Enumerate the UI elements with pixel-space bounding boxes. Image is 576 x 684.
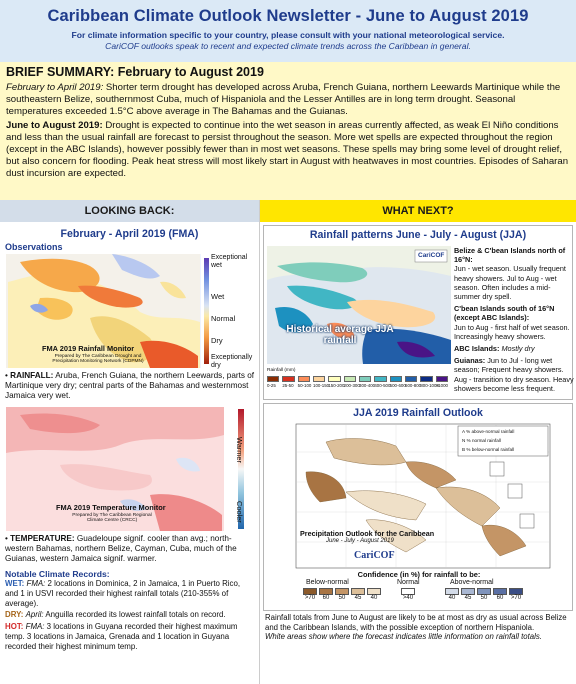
above-normal-color xyxy=(509,588,523,595)
rainfall-scale-swatch xyxy=(405,376,420,394)
record-dry-key: DRY: xyxy=(5,610,24,620)
rainfall-pattern-notes xyxy=(454,246,575,393)
what-next-heading: WHAT NEXT? xyxy=(260,200,576,222)
rain-monitor-caption: FMA 2019 Rainfall Monitor xyxy=(42,344,135,353)
newsletter-header xyxy=(0,0,576,62)
below-normal-color xyxy=(319,588,333,595)
summary-paragraph-future xyxy=(6,120,570,180)
rainfall-scale xyxy=(267,367,451,395)
rainfall-scale-color xyxy=(267,376,279,382)
rainfall-scale-value: 150-200 xyxy=(328,383,345,388)
rainfall-scale-color xyxy=(328,376,340,382)
rainfall-scale-color xyxy=(420,376,432,382)
header-caricof-note: CariCOF outlooks speak to recent and expected climate trends across the Caribbean in general. xyxy=(105,41,471,51)
below-normal-color xyxy=(351,588,365,595)
note-north-16-text: Jun - wet season. Usually frequent heavy showers. Jul to Aug - wet season. Often includes a mid-summer dry spell. xyxy=(454,264,566,302)
rainfall-monitor-map xyxy=(0,252,259,370)
above-normal-swatch xyxy=(508,588,524,601)
rainfall-scale-swatch xyxy=(436,376,451,394)
rainfall-scale-value: 300-400 xyxy=(359,383,376,388)
below-normal-value: 40 xyxy=(370,595,378,601)
below-normal-swatch xyxy=(350,588,366,601)
below-normal-value: 50 xyxy=(338,595,346,601)
above-normal-color xyxy=(461,588,475,595)
looking-back-heading: LOOKING BACK: xyxy=(0,200,259,222)
jja-outlook-map xyxy=(286,422,556,572)
note-north-16 xyxy=(454,246,575,301)
rainfall-scale-color xyxy=(359,376,371,382)
confidence-title: Confidence (in %) for rainfall to be: xyxy=(357,570,481,579)
rainfall-scale-swatches xyxy=(267,376,451,394)
note-abc xyxy=(454,344,575,353)
note-guianas-text: Jun to Jul - long wet season; Frequent heavy showers. Aug - transition to dry season. Heavy showers become less frequent. xyxy=(454,356,574,393)
above-normal-swatches xyxy=(444,588,524,601)
below-normal-swatch xyxy=(302,588,318,601)
note-south-16-lead: C'bean Islands south of 16°N (except ABC Islands): xyxy=(454,304,555,323)
outlook-footnote-white: White areas show where the forecast indicates little information on rainfall totals. xyxy=(265,632,542,642)
rainfall-scale-swatch xyxy=(344,376,359,394)
notable-records-title: Notable Climate Records: xyxy=(5,569,110,579)
normal-label: Normal xyxy=(397,579,420,586)
summary-past-text: Shorter term drought has developed across Aruba, French Guiana, northern Leewards Martinique while the southeastern Belize, southernmost Cuba, much of Hispaniola and the Lesser Antilles are in long term drought. Seasonal temperatures exceeded 1.5°C above average in The Bahamas and the Guianas. xyxy=(6,82,561,117)
above-normal-value: 40 xyxy=(448,595,456,601)
note-guianas-lead: Guianas: xyxy=(454,356,486,366)
temperature-monitor-map xyxy=(0,405,259,533)
brief-summary xyxy=(0,62,576,200)
record-wet xyxy=(0,579,259,608)
normal-value: >40 xyxy=(402,595,414,601)
rainfall-scale-color xyxy=(374,376,386,382)
record-wet-lead: FMA: xyxy=(26,579,46,588)
above-normal-swatch xyxy=(492,588,508,601)
note-north-16-lead: Belize & C'bean Islands north of 16°N: xyxy=(454,246,566,265)
rainfall-scale-swatch xyxy=(267,376,282,394)
above-normal-swatch xyxy=(460,588,476,601)
normal-color xyxy=(401,588,415,595)
record-wet-text: 2 locations in Dominica, 2 in Jamaica, 1 in Puerto Rico, and 1 in USVI recorded their highest rainfall totals (210-355% of average). xyxy=(5,579,241,608)
temp-legend-cooler: Cooler xyxy=(235,501,244,523)
record-dry-lead: April: xyxy=(25,610,44,620)
above-normal-label: Above-normal xyxy=(450,579,494,586)
summary-paragraph-past xyxy=(6,82,570,118)
above-normal-value: 60 xyxy=(496,595,504,601)
summary-future-text: Drought is expected to continue into the wet season in areas currently affected, as weak El Niño conditions and less than the usual rainfall are forecast to persist throughout the season. More wet spells are expected throughout the region (except in the ABC Islands), however possibly fewer than in most wet seasons. These spells may bring some level of drought relief, but also concern for flooding. Peak heat stress will most likely start in August with heatwaves in most countries. Episodes of Saharan dust incursion are expected. xyxy=(6,120,569,179)
above-normal-color xyxy=(493,588,507,595)
below-normal-swatch xyxy=(318,588,334,601)
fma-subtitle: February - April 2019 (FMA) xyxy=(60,228,199,240)
rainfall-scale-value: 25-50 xyxy=(282,383,294,388)
record-wet-key: WET: xyxy=(5,579,25,588)
outlook-logo: CariCOF xyxy=(354,550,395,561)
rainfall-scale-swatch xyxy=(390,376,405,394)
jja-outlook-box xyxy=(263,403,573,611)
temperature-bullet-lead: TEMPERATURE: xyxy=(10,534,75,543)
rainfall-scale-value: 400-500 xyxy=(374,383,391,388)
below-normal-color xyxy=(367,588,381,595)
summary-future-lead: June to August 2019: xyxy=(6,120,103,131)
rainfall-scale-value: 50-100 xyxy=(297,383,312,388)
temp-monitor-credit: Prepared by The Caribbean Regional Climate Centre (CRCC) xyxy=(72,513,152,524)
above-normal-value: 50 xyxy=(480,595,488,601)
rainfall-scale-swatch xyxy=(374,376,389,394)
rainfall-scale-color xyxy=(390,376,402,382)
rainfall-scale-color xyxy=(436,376,448,382)
below-normal-label: Below-normal xyxy=(306,579,349,586)
outlook-map-title: Precipitation Outlook for the Caribbean xyxy=(300,529,435,538)
temp-monitor-caption: FMA 2019 Temperature Monitor xyxy=(56,503,166,512)
rain-legend-exceptionally-dry: Exceptionally dry xyxy=(211,354,253,369)
rainfall-scale-swatch xyxy=(328,376,343,394)
record-dry-text: Anguilla recorded its lowest rainfall totals on record. xyxy=(43,610,226,620)
rainfall-scale-swatch xyxy=(282,376,297,394)
rainfall-scale-value: >1000 xyxy=(435,383,448,388)
record-hot xyxy=(0,622,259,651)
confidence-swatches xyxy=(264,579,574,605)
outlook-map-subtitle: June - July - August 2019 xyxy=(326,538,394,544)
rainfall-scale-color xyxy=(313,376,325,382)
rainfall-bullet-text: Aruba, French Guiana, the northern Leewards, parts of Martinique very dry; central parts of the Bahamas and westernmost Jamaica very wet. xyxy=(5,371,255,400)
record-hot-lead: FMA: xyxy=(25,622,45,632)
rainfall-scale-value: 100-150 xyxy=(313,383,330,388)
above-normal-value: 45 xyxy=(464,595,472,601)
rainfall-patterns-title: Rainfall patterns June - July - August (JJA) xyxy=(309,229,527,241)
rainfall-scale-color xyxy=(282,376,294,382)
note-south-16 xyxy=(454,304,575,341)
record-hot-text: 3 locations in Guyana recorded their highest maximum temp. 3 locations in Jamaica, Grenada and 1 location in Guyana recorded their highest minimum temp. xyxy=(5,622,238,651)
rainfall-scale-color xyxy=(298,376,310,382)
confidence-legend xyxy=(264,570,574,605)
above-normal-color xyxy=(477,588,491,595)
rainfall-scale-swatch xyxy=(313,376,328,394)
normal-swatch xyxy=(400,588,416,601)
record-hot-key: HOT: xyxy=(5,622,24,632)
above-normal-swatch xyxy=(476,588,492,601)
note-abc-lead: ABC Islands: xyxy=(454,344,500,354)
below-normal-color xyxy=(335,588,349,595)
outlook-key-above: A % above-normal rainfall xyxy=(462,429,515,434)
historical-map-label: Historical average JJA rainfall xyxy=(286,324,394,346)
jja-outlook-title: JJA 2019 Rainfall Outlook xyxy=(353,407,483,419)
header-consult-note: For climate information specific to your country, please consult with your national meteorological service. xyxy=(71,30,505,40)
outlook-key xyxy=(462,427,514,454)
looking-back-column xyxy=(0,200,260,684)
temperature-bullet-text: Guadeloupe signif. cooler than avg.; north-western Bahamas, northern Belize, Cayman, Cuba, much of the Guianas, western Jamaica signif. warmer. xyxy=(5,534,237,563)
outlook-footnote-text: Rainfall totals from June to August are likely to be at most as dry as usual across Belize and the Caribbean Islands, with the possible exception of northern Hispaniola. xyxy=(265,613,567,632)
outlook-key-normal: N % normal rainfall xyxy=(462,438,501,443)
note-south-16-text: Jun to Aug - first half of wet season. Increasingly heavy showers. xyxy=(454,322,570,341)
rain-legend-exceptional-wet: Exceptional wet xyxy=(211,254,248,269)
rainfall-patterns-box xyxy=(263,225,573,400)
below-normal-value: 45 xyxy=(354,595,362,601)
rainfall-scale-value: 600-800 xyxy=(405,383,422,388)
outlook-key-below: B % below-normal rainfall xyxy=(462,447,515,452)
rainfall-scale-value: 500-600 xyxy=(389,383,406,388)
rainfall-scale-swatch xyxy=(298,376,313,394)
summary-past-lead: February to April 2019: xyxy=(6,82,104,93)
rainfall-scale-swatch xyxy=(359,376,374,394)
below-normal-swatch xyxy=(366,588,382,601)
above-normal-color xyxy=(445,588,459,595)
rainfall-scale-swatch xyxy=(420,376,439,394)
rain-legend-dry: Dry xyxy=(211,336,223,345)
newsletter-title: Caribbean Climate Outlook Newsletter - June to August 2019 xyxy=(47,7,529,25)
temperature-bullet: • TEMPERATURE: Guadeloupe signif. cooler than avg.; north-western Bahamas, northern Belize, Cayman, Cuba, much of the Guianas, western Jamaica signif. warmer. xyxy=(5,534,237,563)
rainfall-scale-color xyxy=(405,376,417,382)
patterns-logo: CariCOF xyxy=(418,252,445,259)
below-normal-color xyxy=(303,588,317,595)
record-dry xyxy=(0,610,259,620)
summary-title: BRIEF SUMMARY: February to August 2019 xyxy=(6,65,264,79)
rainfall-scale-value: 200-300 xyxy=(343,383,360,388)
jja-historical-map xyxy=(267,246,451,364)
below-normal-swatches xyxy=(302,588,382,601)
observations-label: Observations xyxy=(5,242,63,252)
note-abc-text: Mostly dry xyxy=(501,344,535,354)
rain-legend-wet: Wet xyxy=(211,292,225,301)
normal-swatches xyxy=(400,588,416,601)
rain-legend-normal: Normal xyxy=(211,314,236,323)
what-next-column xyxy=(260,200,576,684)
rainfall-scale-value: 0-25 xyxy=(267,383,276,388)
note-guianas xyxy=(454,356,575,393)
rainfall-scale-color xyxy=(344,376,356,382)
rain-monitor-credit: Prepared by The Caribbean Drought and Precipitation Monitoring Network (CDPMN) xyxy=(52,354,144,365)
temp-legend-warmer: Warmer xyxy=(235,437,244,464)
below-normal-swatch xyxy=(334,588,350,601)
above-normal-swatch xyxy=(444,588,460,601)
below-normal-value: 60 xyxy=(322,595,330,601)
rainfall-bullet: • RAINFALL: Aruba, French Guiana, the northern Leewards, parts of Martinique very dry; central parts of the Bahamas and westernmost Jamaica very wet. xyxy=(5,371,255,400)
below-normal-value: >70 xyxy=(304,595,316,601)
rainfall-scale-value: 800-1000 xyxy=(420,383,439,388)
rainfall-bullet-lead: RAINFALL: xyxy=(10,371,54,380)
above-normal-value: >70 xyxy=(510,595,522,601)
outlook-footnote xyxy=(260,611,576,644)
rainfall-scale-label: Rainfall (mm) xyxy=(267,368,296,373)
